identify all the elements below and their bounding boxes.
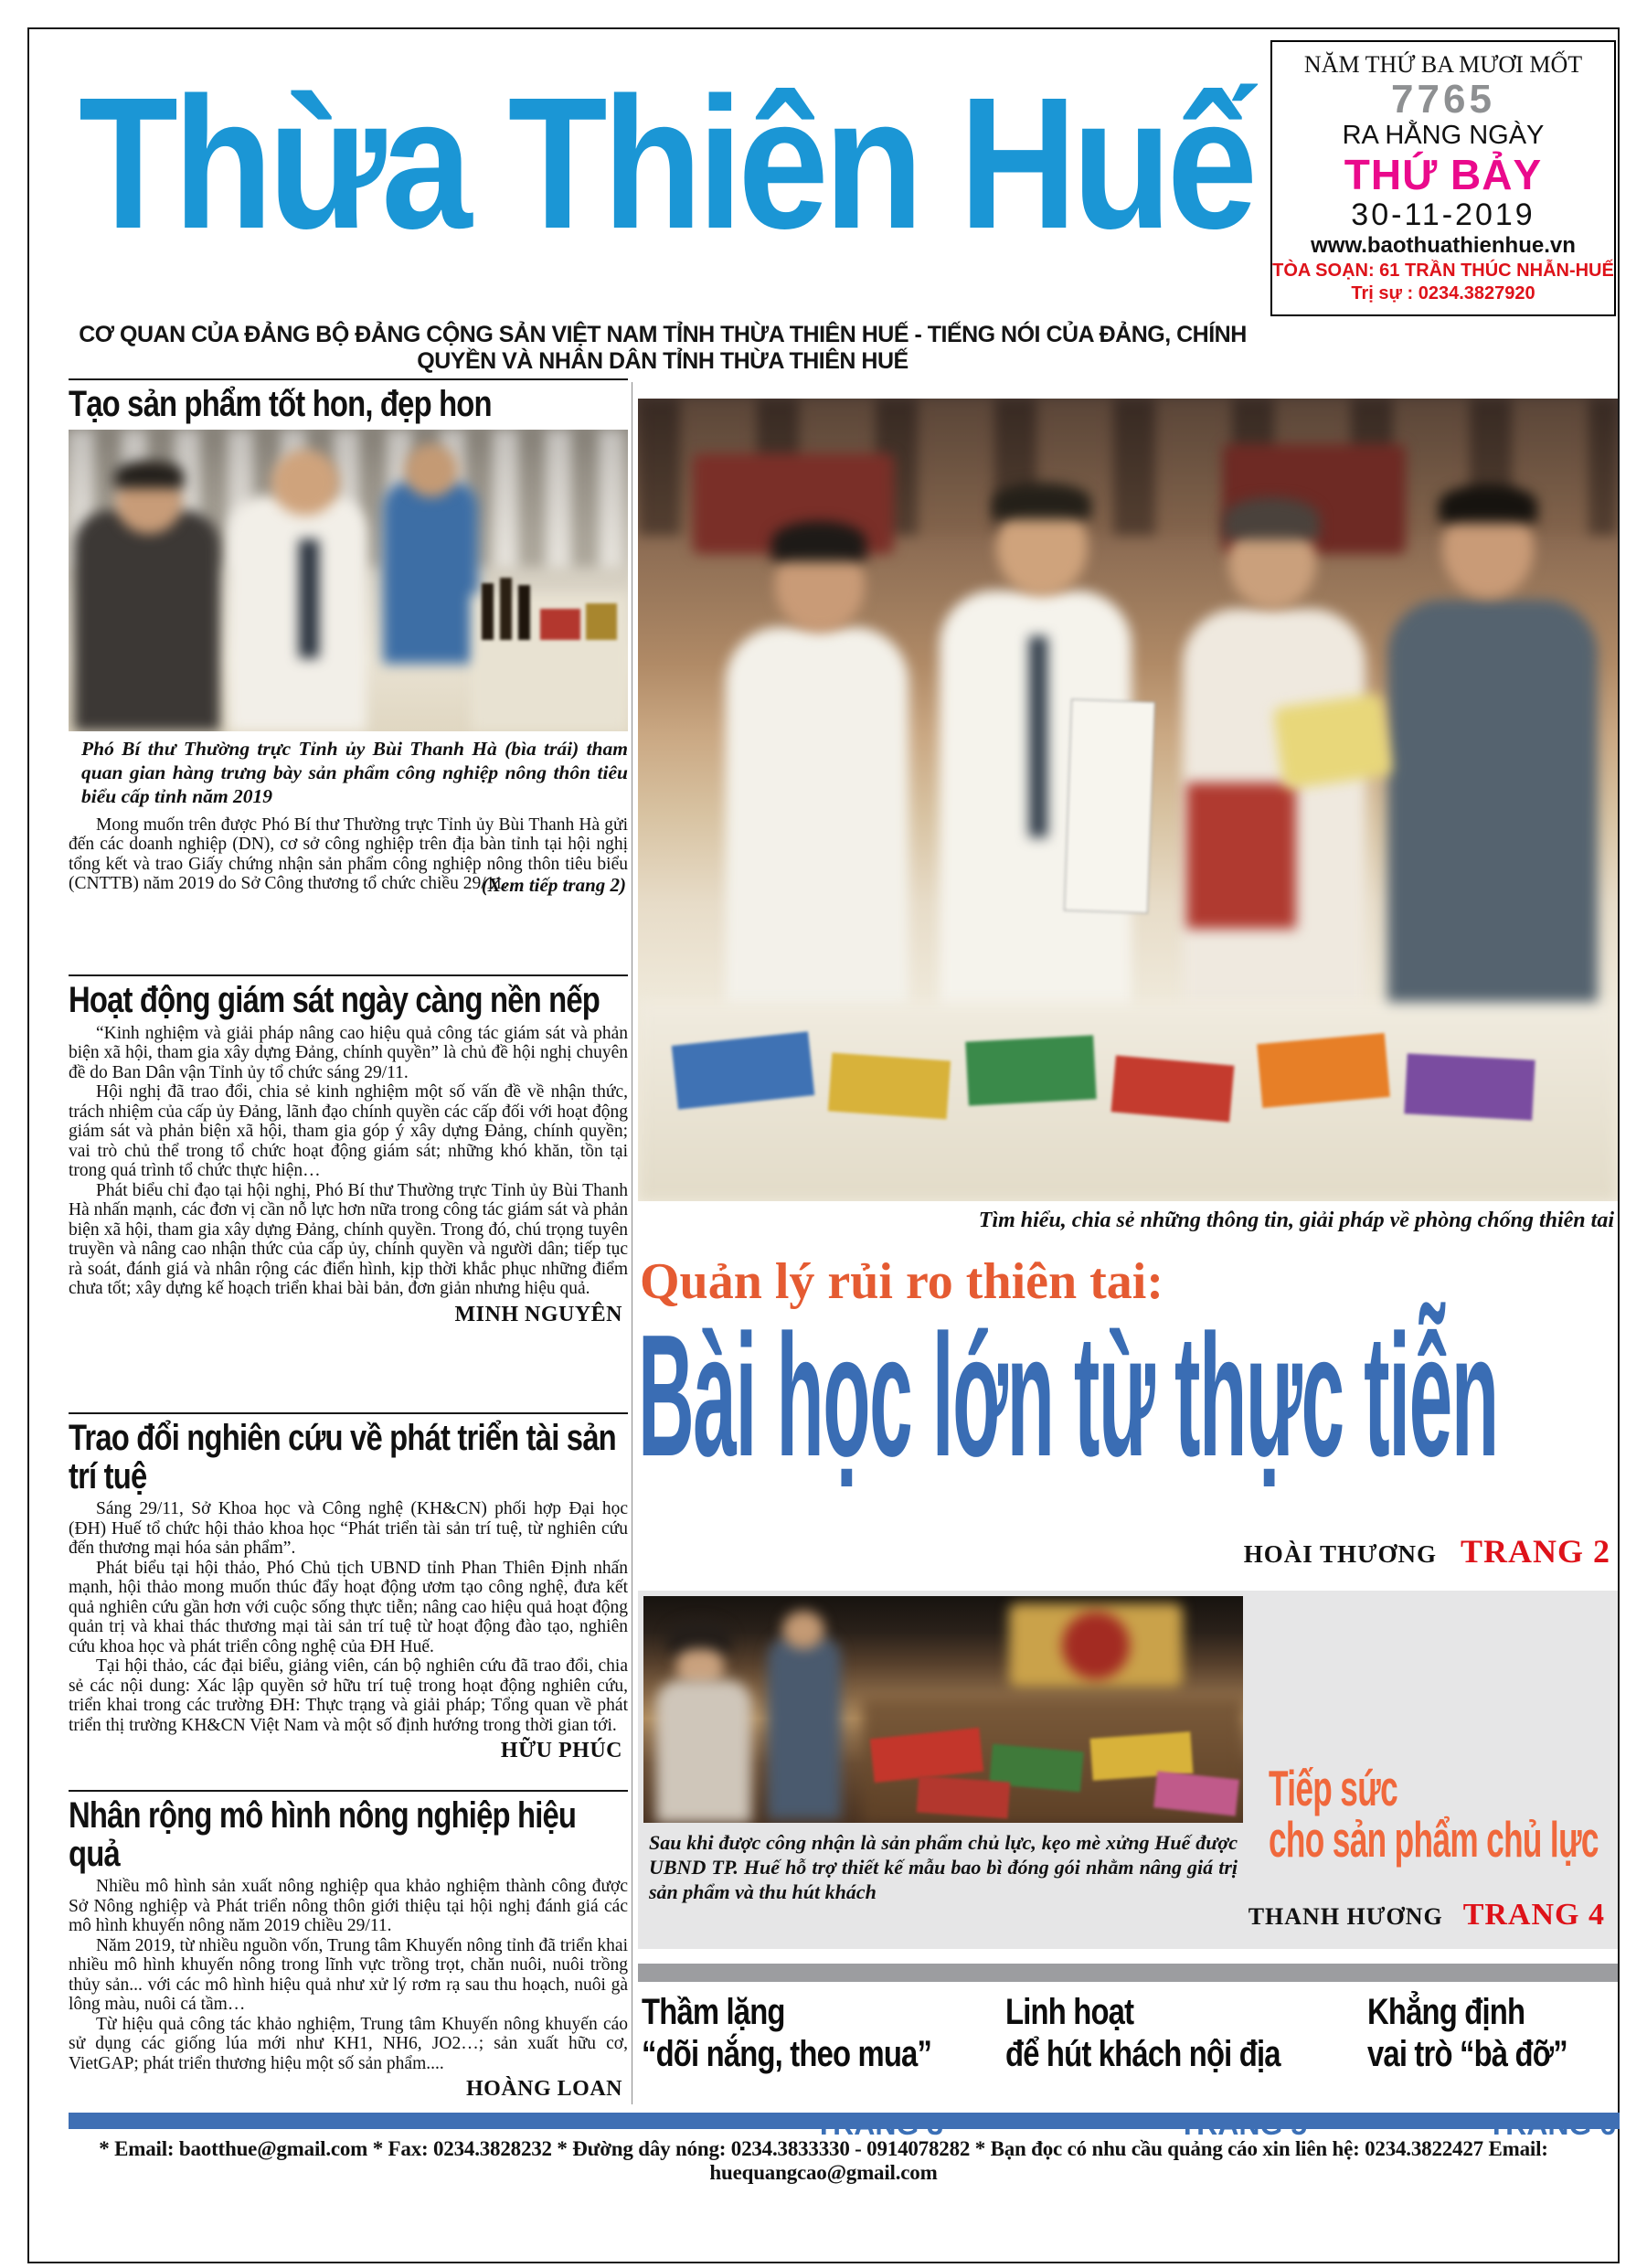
article-byline: MINH NGUYÊN <box>454 1302 622 1326</box>
teaser-line1: Khẳng định <box>1367 1992 1525 2032</box>
article-paragraph: Hội nghị đã trao đổi, chia sẻ kinh nghiệm một số vấn đề về nhận thức, trách nhiệm của cấp ủy Đảng, lãnh đạo chính quyền các cấp đối với hoạt động giám sát và phản biện xã hội, tham gia góp ý xây dựng Đảng, chính quyền; vai trò chủ thể trong tổ chức hoạt động giám sát; những khó khăn, tồn tại trong quá trình tổ chức thực hiện… <box>69 1082 628 1181</box>
main-story-byline: HOÀI THƯƠNG <box>1243 1540 1437 1568</box>
article-paragraph: Phát biểu tại hội thảo, Phó Chủ tịch UBND tỉnh Phan Thiên Định nhấn mạnh, hội thảo mong muốn thúc đẩy hoạt động ươm tạo công nghệ, đưa kết quả nghiên cứu gần hơn với cuộc sống thực tiễn; nâng cao hiệu quả hoạt động quản trị và khai thác thương mại tài sản trí tuệ từ hoạt động đào tạo, nghiên cứu khoa học và phát triển công nghệ của ĐH Huế. <box>69 1558 628 1656</box>
feature-headline-line1: Tiếp sức <box>1269 1760 1398 1816</box>
website-url: www.baothuathienhue.vn <box>1311 233 1576 259</box>
feature-story-page-ref: TRANG 4 <box>1462 1898 1605 1932</box>
continued-on-page-note: (Xem tiếp trang 2) <box>481 874 626 897</box>
photo-exhibition-booth <box>69 430 628 731</box>
feature-headline-line2: cho sản phẩm chủ lực <box>1269 1811 1599 1869</box>
feature-photo-caption: Sau khi được công nhận là sản phẩm chủ lực, kẹo mè xửng Huế được UBND TP. Huế hỗ trợ thiết kế mẫu bao bì đóng gói nhằm nâng giá trị sản phẩm và thu hút khách <box>649 1831 1238 1903</box>
main-story-headline: Bài học lớn từ thực tiễn <box>638 1299 1498 1493</box>
teaser-line1: Linh hoạt <box>1005 1992 1134 2032</box>
right-column <box>638 378 1618 2108</box>
article-byline: HỮU PHÚC <box>500 1739 622 1763</box>
article-headline: Hoạt động giám sát ngày càng nền nếp <box>69 980 600 1020</box>
article-paragraph: Năm 2019, từ nhiều nguồn vốn, Trung tâm Khuyến nông tỉnh đã triển khai nhiều mô hình khuyến nông trong lĩnh vực trồng trọt, chăn nuôi, nuôi trồng thủy sản... với các mô hình hiệu quả như xử lý rơm rạ sau thu hoạch, nuôi gà lông màu, nuôi cá tầm… <box>69 1935 628 2015</box>
teaser-line2: để hút khách nội địa <box>1005 2034 1280 2074</box>
contact-footer: * Email: baotthue@gmail.com * Fax: 0234.3828232 * Đường dây nóng: 0234.3833330 - 0914078282 * Bạn đọc có nhu cầu quảng cáo xin liên hệ: 0234.3822427 Email: huequangcao@gmail.com <box>99 2137 1548 2184</box>
main-story-kicker: Quản lý rủi ro thiên tai: <box>640 1253 1164 1310</box>
section-separator-bar <box>638 1964 1618 1982</box>
issue-number: 7765 <box>1391 77 1495 122</box>
article-paragraph: “Kinh nghiệm và giải pháp nâng cao hiệu quả công tác giám sát và phản biện xã hội, tham gia xây dựng Đảng, chính quyền” là chủ đề hội nghị chuyên đề do Ban Dân vận Tỉnh ủy tổ chức sáng 29/11. <box>69 1023 628 1082</box>
article-headline: Nhân rộng mô hình nông nghiệp hiệu quả <box>69 1795 577 1874</box>
article-agriculture-models <box>69 1790 628 2102</box>
footer-accent-bar <box>69 2113 1620 2129</box>
article-paragraph: Phát biểu chỉ đạo tại hội nghị, Phó Bí thư Thường trực Tỉnh ủy Bùi Thanh Hà nhấn mạnh, các đơn vị cần nỗ lực hơn nữa trong công tác giám sát và phản biện xã hội, tham gia xây dựng Đảng, chính quyền. Trong đó, chú trọng tuyên truyền và nâng cao nhận thức của cấp ủy, chính quyền và người dân; tiếp tục rà soát, đánh giá và nhân rộng các điển hình, kịp thời khắc phục những điểm chưa tốt; xây dựng kế hoạch triển khai bài bản, đơn giản nhưng hiệu quả. <box>69 1180 628 1299</box>
main-story-page-ref: TRANG 2 <box>1460 1533 1610 1570</box>
main-story-byline-row <box>1244 1532 1610 1571</box>
photo-me-xung-candy <box>643 1596 1243 1823</box>
issue-info-box <box>1270 40 1616 316</box>
article-paragraph: Sáng 29/11, Sở Khoa học và Công nghệ (KH&CN) phối hợp Đại học (ĐH) Huế tổ chức hội thảo khoa học “Phát triển tài sản trí tuệ, từ nghiên cứu đến thương mại hóa sản phẩm”. <box>69 1499 628 1559</box>
article-supervision <box>69 974 628 1327</box>
teaser-line2: “dõi nắng, theo mua” <box>642 2034 932 2074</box>
article-headline: Tạo sản phẩm tốt hon, đẹp hon <box>69 384 492 424</box>
issue-date: 30-11-2019 <box>1351 197 1535 233</box>
photo-disaster-risk-exhibition <box>638 399 1618 1201</box>
weekday-label: THỨ BẢY <box>1344 150 1543 198</box>
newspaper-title: Thừa Thiên Huế <box>79 59 1253 268</box>
article-byline: HOÀNG LOAN <box>465 2077 622 2102</box>
feature-byline-row <box>1249 1898 1605 1933</box>
feature-story-panel <box>638 1591 1618 1949</box>
photo-caption: Phó Bí thư Thường trực Tỉnh ủy Bùi Thanh Hà (bìa trái) tham quan gian hàng trưng bày sản phẩm công nghiệp nông thôn tiêu biểu cấp tỉnh năm 2019 <box>81 737 628 807</box>
article-paragraph: Tại hội thảo, các đại biểu, giảng viên, cán bộ nghiên cứu đã trao đổi, chia sẻ các nội dung: Xác lập quyền sở hữu trí tuệ trong hoạt động nghiên cứu, triển khai trong các trường ĐH: Thực trạng và giải pháp; Tổng quan về phát triển thị trường KH&CN Việt Nam và một số định hướng trong thời gian tới. <box>69 1656 628 1735</box>
article-intellectual-property <box>69 1412 628 1763</box>
feature-story-headline <box>1269 1760 1599 1869</box>
left-column <box>69 378 628 2108</box>
article-paragraph: Mong muốn trên được Phó Bí thư Thường trực Tỉnh ủy Bùi Thanh Hà gửi đến các doanh nghiệp (DN), cơ sở công nghiệp trên địa bàn tỉnh tại hội nghị tổng kết và trao Giấy chứng nhận sản phẩm công nghiệp nông thôn tiêu biểu (CNTTB) năm 2019 do Sở Công thương tổ chức chiều 29/11. <box>69 815 628 894</box>
feature-story-byline: THANH HƯƠNG <box>1248 1903 1443 1930</box>
office-address: TÒA SOẠN: 61 TRẦN THÚC NHẪN-HUẾ <box>1272 261 1614 282</box>
office-phone: Trị sự : 0234.3827920 <box>1351 283 1535 304</box>
main-photo-caption: Tìm hiểu, chia sẻ những thông tin, giải pháp về phòng chống thiên tai <box>978 1209 1614 1232</box>
article-headline: Trao đổi nghiên cứu về phát triển tài sản trí tuệ <box>69 1418 616 1496</box>
article-paragraph: Từ hiệu quả công tác khảo nghiệm, Trung tâm Khuyến nông khuyến cáo sử dụng các giống lúa mới như KH1, NH6, JO2…; sản xuất hữu cơ, VietGAP; phát triển thương hiệu một số sản phẩm.... <box>69 2014 628 2073</box>
teaser-line1: Thầm lặng <box>642 1992 785 2032</box>
teaser-line2: vai trò “bà đỡ” <box>1367 2034 1567 2074</box>
article-industry-products <box>69 378 628 897</box>
article-paragraph: Nhiều mô hình sản xuất nông nghiệp qua khảo nghiệm thành công được Sở Nông nghiệp và Phát triển nông thôn giới thiệu tại hội nghị đánh giá các mô hình khuyến nông năm 2019 chiều 29/11. <box>69 1877 628 1936</box>
frequency-line: RA HẰNG NGÀY <box>1342 121 1545 151</box>
masthead-tagline: CƠ QUAN CỦA ĐẢNG BỘ ĐẢNG CỘNG SẢN VIỆT NAM TỈNH THỪA THIÊN HUẾ - TIẾNG NÓI CỦA ĐẢNG, CHÍNH QUYỀN VÀ NHÂN DÂN TỈNH THỪA THIÊN HUẾ <box>79 322 1247 374</box>
publication-year-line: NĂM THỨ BA MƯƠI MỐT <box>1303 51 1583 78</box>
